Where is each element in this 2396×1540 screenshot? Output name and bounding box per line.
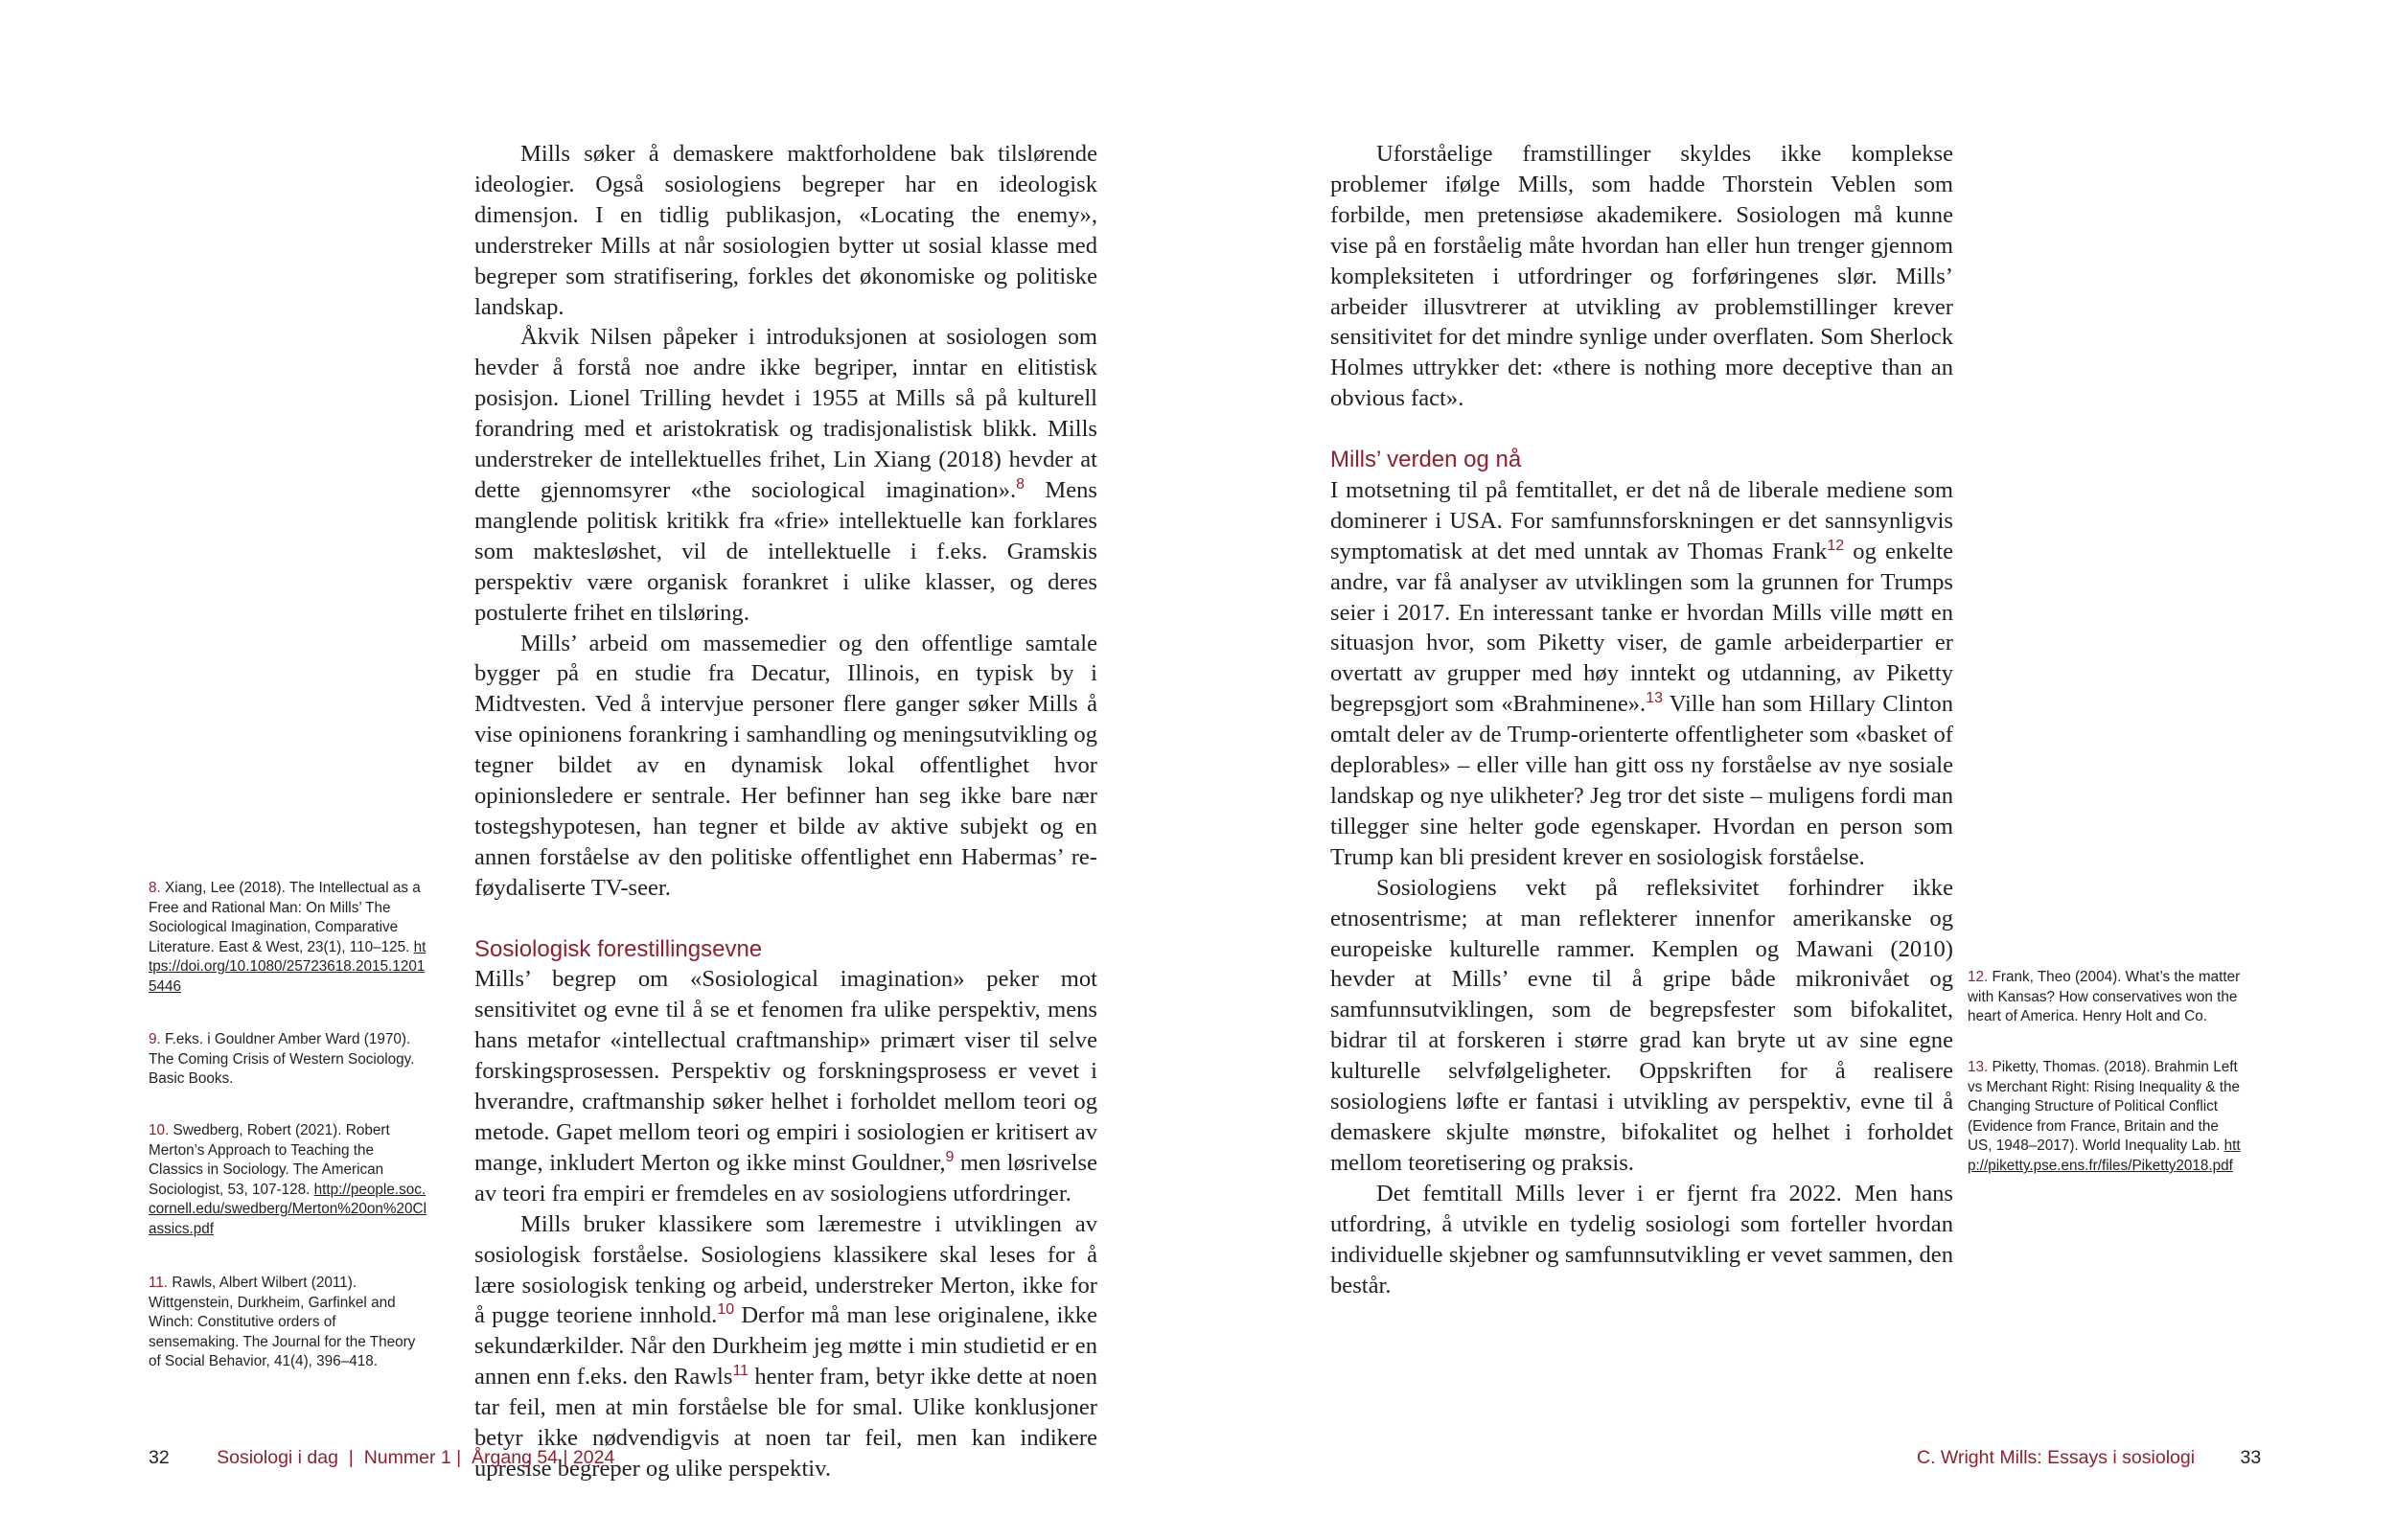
- paragraph-text: Mens manglende politisk kritikk fra «frie» intellektuelle kan forklares som maktesløshet, vil de intellektuelle i f.eks. Gramskis perspektiv være organisk forankret i ulike klasser, og deres postulerte frihet en tilsløring.: [474, 476, 1097, 626]
- footnote-link[interactable]: http://piketty.pse.ens.fr/files/Piketty2018.pdf: [1968, 1138, 2241, 1174]
- footnote-ref-10[interactable]: 10: [717, 1301, 735, 1319]
- paragraph-text: I motsetning til på femtitallet, er det nå de liberale mediene som dominerer i USA. For samfunnsforskningen er det sannsynligvis symptomatisk at det med unntak av Thomas Frank: [1330, 476, 1953, 564]
- footnote-11: [149, 1274, 426, 1372]
- footnote-number: 11.: [149, 1275, 169, 1291]
- footnote-number: 13.: [1968, 1059, 1989, 1075]
- running-head-left: Sosiologi i dag | Nummer 1 | Årgang 54 | 2024: [217, 1447, 615, 1468]
- right-footer: [1917, 1446, 2261, 1469]
- footnote-8: [149, 879, 426, 998]
- right-body-column: [1330, 139, 1953, 1300]
- footnote-ref-9[interactable]: 9: [945, 1148, 955, 1165]
- paragraph: [474, 964, 1097, 1208]
- footnote-ref-13[interactable]: 13: [1646, 690, 1663, 707]
- page-number-right: 33: [2240, 1447, 2262, 1468]
- paragraph: [1330, 475, 1953, 873]
- footnote-ref-12[interactable]: 12: [1827, 537, 1845, 554]
- footnote-ref-8[interactable]: 8: [1016, 475, 1025, 493]
- section-heading-sosiologisk: Sosiologisk forestillingsevne: [474, 935, 763, 962]
- footnote-12: [1968, 968, 2246, 1027]
- page-number-left: 32: [149, 1447, 170, 1468]
- footnote-text: Xiang, Lee (2018). The Intellectual as a Free and Rational Man: On Mills’ The Sociological Imagination, Comparative Literature. East & West, 23(1), 110–125.: [149, 880, 421, 955]
- footnote-number: 8.: [149, 880, 161, 896]
- footnote-link[interactable]: http://people.soc.cornell.edu/swedberg/Merton%20on%20Classics.pdf: [149, 1181, 426, 1237]
- left-body-column: [474, 139, 1097, 1484]
- paragraph: [474, 1209, 1097, 1484]
- footnote-number: 12.: [1968, 969, 1989, 985]
- footnote-ref-11[interactable]: 11: [732, 1363, 749, 1380]
- paragraph: Sosiologiens vekt på refleksivitet forhindrer ikke etnosentrisme; at man reflekterer innenfor amerikanske og europeiske kulturelle rammer. Kemplen og Mawani (2010) hevder at Mills’ evne til å gripe både mikronivået og samfunnsutviklingen, som de begrepsfester som bifokalitet, bidrar til at forskeren i større grad kan bryte ut av sine egne kulturelle selvfølgeligheter. Oppskriften for å realisere sosiologiens løfte er fantasi i utvikling av perspektiv, evne til å demaskere skjulte mønstre, bifokalitet og helhet i forholdet mellom teoretisering og praksis.: [1330, 874, 1953, 1176]
- paragraph-text: Mills bruker klassikere som læremestre i utviklingen av sosiologisk forståelse. Sosiologiens klassikere skal leses for å lære sosiologisk tenking og arbeid, understreker Merton, ikke for å pugge teoriene innhold.: [474, 1210, 1097, 1329]
- footnote-text: Piketty, Thomas. (2018). Brahmin Left vs Merchant Right: Rising Inequality & the Changing Structure of Political Conflict (Evidence from France, Britain and the US, 1948–2017). World Inequality Lab.: [1968, 1059, 2240, 1155]
- paragraph-text: men løsrivelse av teori fra empiri er fremdeles en av sosiologiens utfordringer.: [474, 1149, 1097, 1207]
- footnote-text: Frank, Theo (2004). What’s the matter with Kansas? How conservatives won the heart of America. Henry Holt and Co.: [1968, 969, 2241, 1025]
- footnote-text: Rawls, Albert Wilbert (2011). Wittgenstein, Durkheim, Garfinkel and Winch: Constitutive orders of sensemaking. The Journal for the Theory of Social Behavior, 41(4), 396–418.: [149, 1275, 416, 1370]
- paragraph-text: Åkvik Nilsen påpeker i introduksjonen at sosiologen som hevder å forstå noe andre ikke begriper, inntar en elitistisk posisjon. Lionel Trilling hevdet i 1955 at Mills så på kulturell forandring med et aristokratisk og tradisjonalistisk blikk. Mills understreker de intellektuelles frihet, Lin Xiang (2018) hevder at dette gjennomsyrer «the sociological imagination».: [474, 324, 1097, 503]
- paragraph: Mills søker å demaskere maktforholdene bak tilslørende ideologier. Også sosiologiens begreper har en ideologisk dimensjon. I en tidlig publikasjon, «Locating the enemy», understreker Mills at når sosiologien bytter ut sosial klasse med begreper som stratifisering, forkles det økonomiske og politiske landskap.: [474, 141, 1097, 320]
- footnote-number: 10.: [149, 1122, 170, 1138]
- footnote-text: Swedberg, Robert (2021). Robert Merton’s Approach to Teaching the Classics in Sociology. The American Sociologist, 53, 107-128.: [149, 1122, 390, 1198]
- left-footer: [149, 1446, 614, 1469]
- paragraph: Mills’ arbeid om massemedier og den offentlige samtale bygger på en studie fra Decatur, Illinois, en typisk by i Midtvesten. Ved å intervjue personer flere ganger søker Mills å vise opinionens forankring i samhandling og meningsutvikling og tegner bildet av en dynamisk lokal offentlighet hvor opinionsledere er sentrale. Her befinner han seg ikke bare nær tostegshypotesen, han tegner et bilde av aktive subjekt og en annen forståelse av den politiske offentlighet enn Habermas’ re-føydaliserte TV-seer.: [474, 630, 1097, 901]
- paragraph: Uforståelige framstillinger skyldes ikke komplekse problemer ifølge Mills, som hadde Thorstein Veblen som forbilde, men pretensiøse akademikere. Sosiologen må kunne vise på en forståelig måte hvordan han eller hun trenger gjennom kompleksiteten i utfordringer og forføringenes slør. Mills’ arbeider illusvtrerer at utvikling av problemstillinger krever sensitivitet for det mindre synlige under overflaten. Som Sherlock Holmes uttrykker det: «there is nothing more deceptive than an obvious fact».: [1330, 141, 1953, 412]
- paragraph: [474, 322, 1097, 628]
- footnote-text: F.eks. i Gouldner Amber Ward (1970). The Coming Crisis of Western Sociology. Basic Books.: [149, 1031, 415, 1088]
- footnote-number: 9.: [149, 1031, 161, 1047]
- paragraph-text: Mills’ begrep om «Sosiological imagination» peker mot sensitivitet og evne til å se et fenomen fra ulike perspektiv, mens hans metafor «intellectual craftmanship» primært viser til selve forskingsprosessen. Perspektiv og forskningsprosess er vevet i hverandre, craftmanship søker helhet i forholdet mellom teori og metode. Gapet mellom teori og empiri i sosiologien er kritisert av mange, inkludert Merton og ikke minst Gouldner,: [474, 966, 1097, 1176]
- paragraph-text: Ville han som Hillary Clinton omtalt deler av de Trump-orienterte offentligheter som «basket of deplorables» – eller ville han gitt oss ny forståelse av nye sosiale landskap og nye ulikheter? Jeg tror det siste – muligens fordi man tillegger sine helter gode egenskaper. Hvordan en person som Trump kan bli president krever en sosiologisk forståelse.: [1330, 691, 1953, 870]
- running-head-right: C. Wright Mills: Essays i sosiologi: [1917, 1447, 2196, 1468]
- paragraph: Det femtitall Mills lever i er fjernt fra 2022. Men hans utfordring, å utvikle en tydelig sosiologi som forteller hvordan individuelle skjebner og samfunnsutvikling er vevet sammen, den består.: [1330, 1180, 1953, 1299]
- section-heading-mills-verden: Mills’ verden og nå: [1330, 447, 1522, 473]
- paragraph-text: og enkelte andre, var få analyser av utviklingen som la grunnen for Trumps seier i 2017. En interessant tanke er hvordan Mills ville møtt en situasjon hvor, som Piketty viser, de gamle arbeiderpartier er overtatt av grupper med høy inntekt og utdanning, av Piketty begrepsgjort som «Brahminene».: [1330, 538, 1953, 718]
- footnote-link[interactable]: https://doi.org/10.1080/25723618.2015.12015446: [149, 938, 426, 995]
- footnote-10: [149, 1121, 426, 1240]
- paragraph-text: Derfor må man lese originalene, ikke sekundærkilder. Når den Durkheim jeg møtte i min studietid er en annen enn f.eks. den Rawls: [474, 1302, 1097, 1391]
- footnote-9: [149, 1030, 426, 1090]
- paragraph-text: henter fram, betyr ikke dette at noen tar feil, men at min forståelse ble for smal. Ulike konklusjoner betyr ikke nødvendigvis at noen tar feil, men kan indikere upresise begreper og ulike perspektiv.: [474, 1364, 1098, 1482]
- footnote-13: [1968, 1058, 2246, 1177]
